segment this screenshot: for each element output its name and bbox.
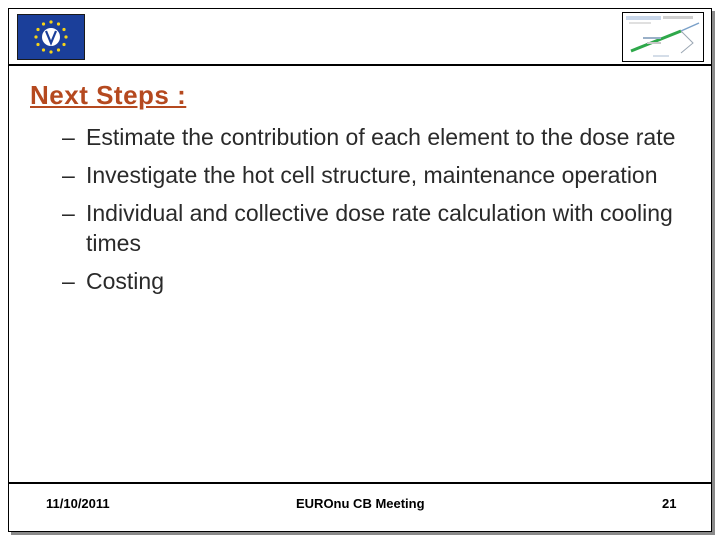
eu-star-icon [62, 28, 65, 31]
eu-star-icon [49, 50, 52, 53]
bullet-item [62, 122, 692, 152]
eu-star-icon [49, 20, 52, 23]
bullet-item [62, 198, 692, 258]
footer-divider [8, 482, 712, 484]
bullet-text: Estimate the contribution of each element to the dose rate [86, 124, 676, 150]
eu-star-icon [42, 22, 45, 25]
bullet-dash: – [62, 200, 75, 226]
eu-star-icon [42, 48, 45, 51]
eu-star-icon [34, 35, 37, 38]
bullet-text: Costing [86, 268, 164, 294]
eu-flag-logo-icon [17, 14, 85, 60]
bullet-dash: – [62, 124, 75, 150]
bullet-list [62, 122, 692, 304]
bullet-dash: – [62, 162, 75, 188]
bullet-text: Investigate the hot cell structure, maintenance operation [86, 162, 658, 188]
bullet-item [62, 160, 692, 190]
bullet-item [62, 266, 692, 296]
footer-page-number: 21 [662, 496, 677, 511]
eu-star-icon [62, 43, 65, 46]
eu-star-icon [57, 22, 60, 25]
site-map-thumbnail-icon [622, 12, 704, 62]
eu-star-icon [64, 35, 67, 38]
header-divider [8, 64, 712, 66]
footer-meeting-name: EUROnu CB Meeting [296, 496, 425, 511]
eu-star-icon [36, 43, 39, 46]
bullet-text: Individual and collective dose rate calculation with cooling times [86, 200, 673, 256]
slide-title: Next Steps : [30, 80, 187, 110]
footer-date: 11/10/2011 [46, 496, 110, 511]
bullet-dash: – [62, 268, 75, 294]
eu-star-icon [36, 28, 39, 31]
eu-star-icon [57, 48, 60, 51]
